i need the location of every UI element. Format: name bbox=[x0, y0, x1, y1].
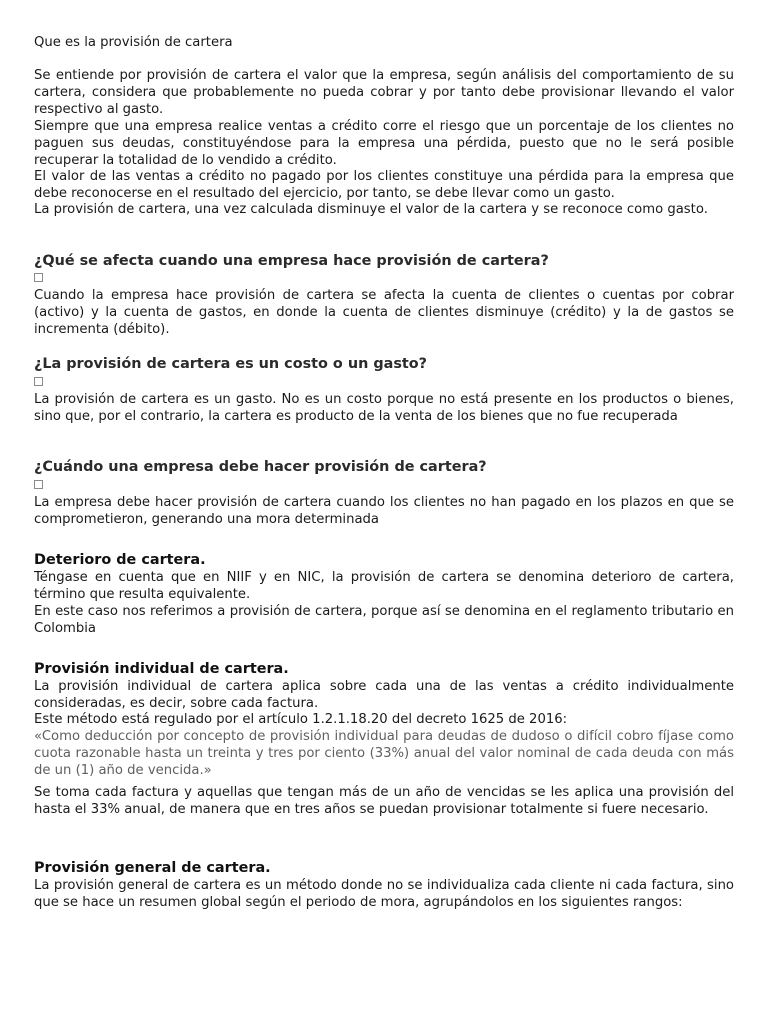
checkbox-icon[interactable] bbox=[34, 377, 43, 386]
question-3-answer: La empresa debe hacer provisión de cartera cuando los clientes no han pagado en los plazos en que se comprometieron, generando una mora determinada bbox=[34, 495, 734, 527]
general-paragraph-1: La provisión general de cartera es un método donde no se individualiza cada cliente ni cada factura, sino que se hace un resumen global según el periodo de mora, agrupándolos en los siguientes rangos: bbox=[34, 878, 734, 910]
deterioro-heading: Deterioro de cartera. bbox=[34, 552, 206, 568]
document-title: Que es la provisión de cartera bbox=[34, 35, 233, 50]
checkbox-icon[interactable] bbox=[34, 480, 43, 489]
checkbox-icon[interactable] bbox=[34, 273, 43, 282]
question-3-heading: ¿Cuándo una empresa debe hacer provisión de cartera? bbox=[34, 459, 487, 475]
individual-heading: Provisión individual de cartera. bbox=[34, 661, 289, 677]
question-1-heading: ¿Qué se afecta cuando una empresa hace provisión de cartera? bbox=[34, 253, 549, 269]
intro-paragraph-1: Se entiende por provisión de cartera el valor que la empresa, según análisis del comportamiento de su cartera, considera que probablemente no pueda cobrar y por tanto debe provisionar llevando el valor respectivo al gasto. bbox=[34, 68, 734, 117]
general-heading: Provisión general de cartera. bbox=[34, 860, 271, 876]
question-2-answer: La provisión de cartera es un gasto. No es un costo porque no está presente en los productos o bienes, sino que, por el contrario, la cartera es producto de la venta de los bienes que no fue recuperada bbox=[34, 392, 734, 424]
intro-paragraph-3: El valor de las ventas a crédito no pagado por los clientes constituye una pérdida para la empresa que debe reconocerse en el resultado del ejercicio, por tanto, se debe llevar como un gasto. bbox=[34, 169, 734, 201]
intro-paragraph-4: La provisión de cartera, una vez calculada disminuye el valor de la cartera y se reconoce como gasto. bbox=[34, 202, 708, 217]
decree-quote: «Como deducción por concepto de provisión individual para deudas de dudoso o difícil cobro fíjase como cuota razonable hasta un treinta y tres por ciento (33%) anual del valor nominal de cada deuda con más de un (1) año de vencida.» bbox=[34, 729, 734, 778]
question-2-heading: ¿La provisión de cartera es un costo o un gasto? bbox=[34, 356, 428, 372]
question-1-answer: Cuando la empresa hace provisión de cartera se afecta la cuenta de clientes o cuentas por cobrar (activo) y la cuenta de gastos, en donde la cuenta de clientes disminuye (crédito) y la de gastos se incrementa (débito). bbox=[34, 288, 734, 337]
deterioro-paragraph-2: En este caso nos referimos a provisión de cartera, porque así se denomina en el reglamento tributario en Colombia bbox=[34, 604, 734, 636]
individual-paragraph-2: Este método está regulado por el artículo 1.2.1.18.20 del decreto 1625 de 2016: bbox=[34, 712, 568, 727]
individual-paragraph-1: La provisión individual de cartera aplica sobre cada una de las ventas a crédito individualmente consideradas, es decir, sobre cada factura. bbox=[34, 679, 734, 711]
deterioro-paragraph-1: Téngase en cuenta que en NIIF y en NIC, la provisión de cartera se denomina deterioro de cartera, término que resulta equivalente. bbox=[34, 570, 734, 602]
intro-paragraph-2: Siempre que una empresa realice ventas a crédito corre el riesgo que un porcentaje de los clientes no paguen sus deudas, constituyéndose para la empresa una pérdida, puesto que no le será posible recuperar la totalidad de lo vendido a crédito. bbox=[34, 119, 734, 168]
individual-paragraph-3: Se toma cada factura y aquellas que tengan más de un año de vencidas se les aplica una provisión del hasta el 33% anual, de manera que en tres años se puedan provisionar totalmente si fuere necesario. bbox=[34, 785, 734, 817]
